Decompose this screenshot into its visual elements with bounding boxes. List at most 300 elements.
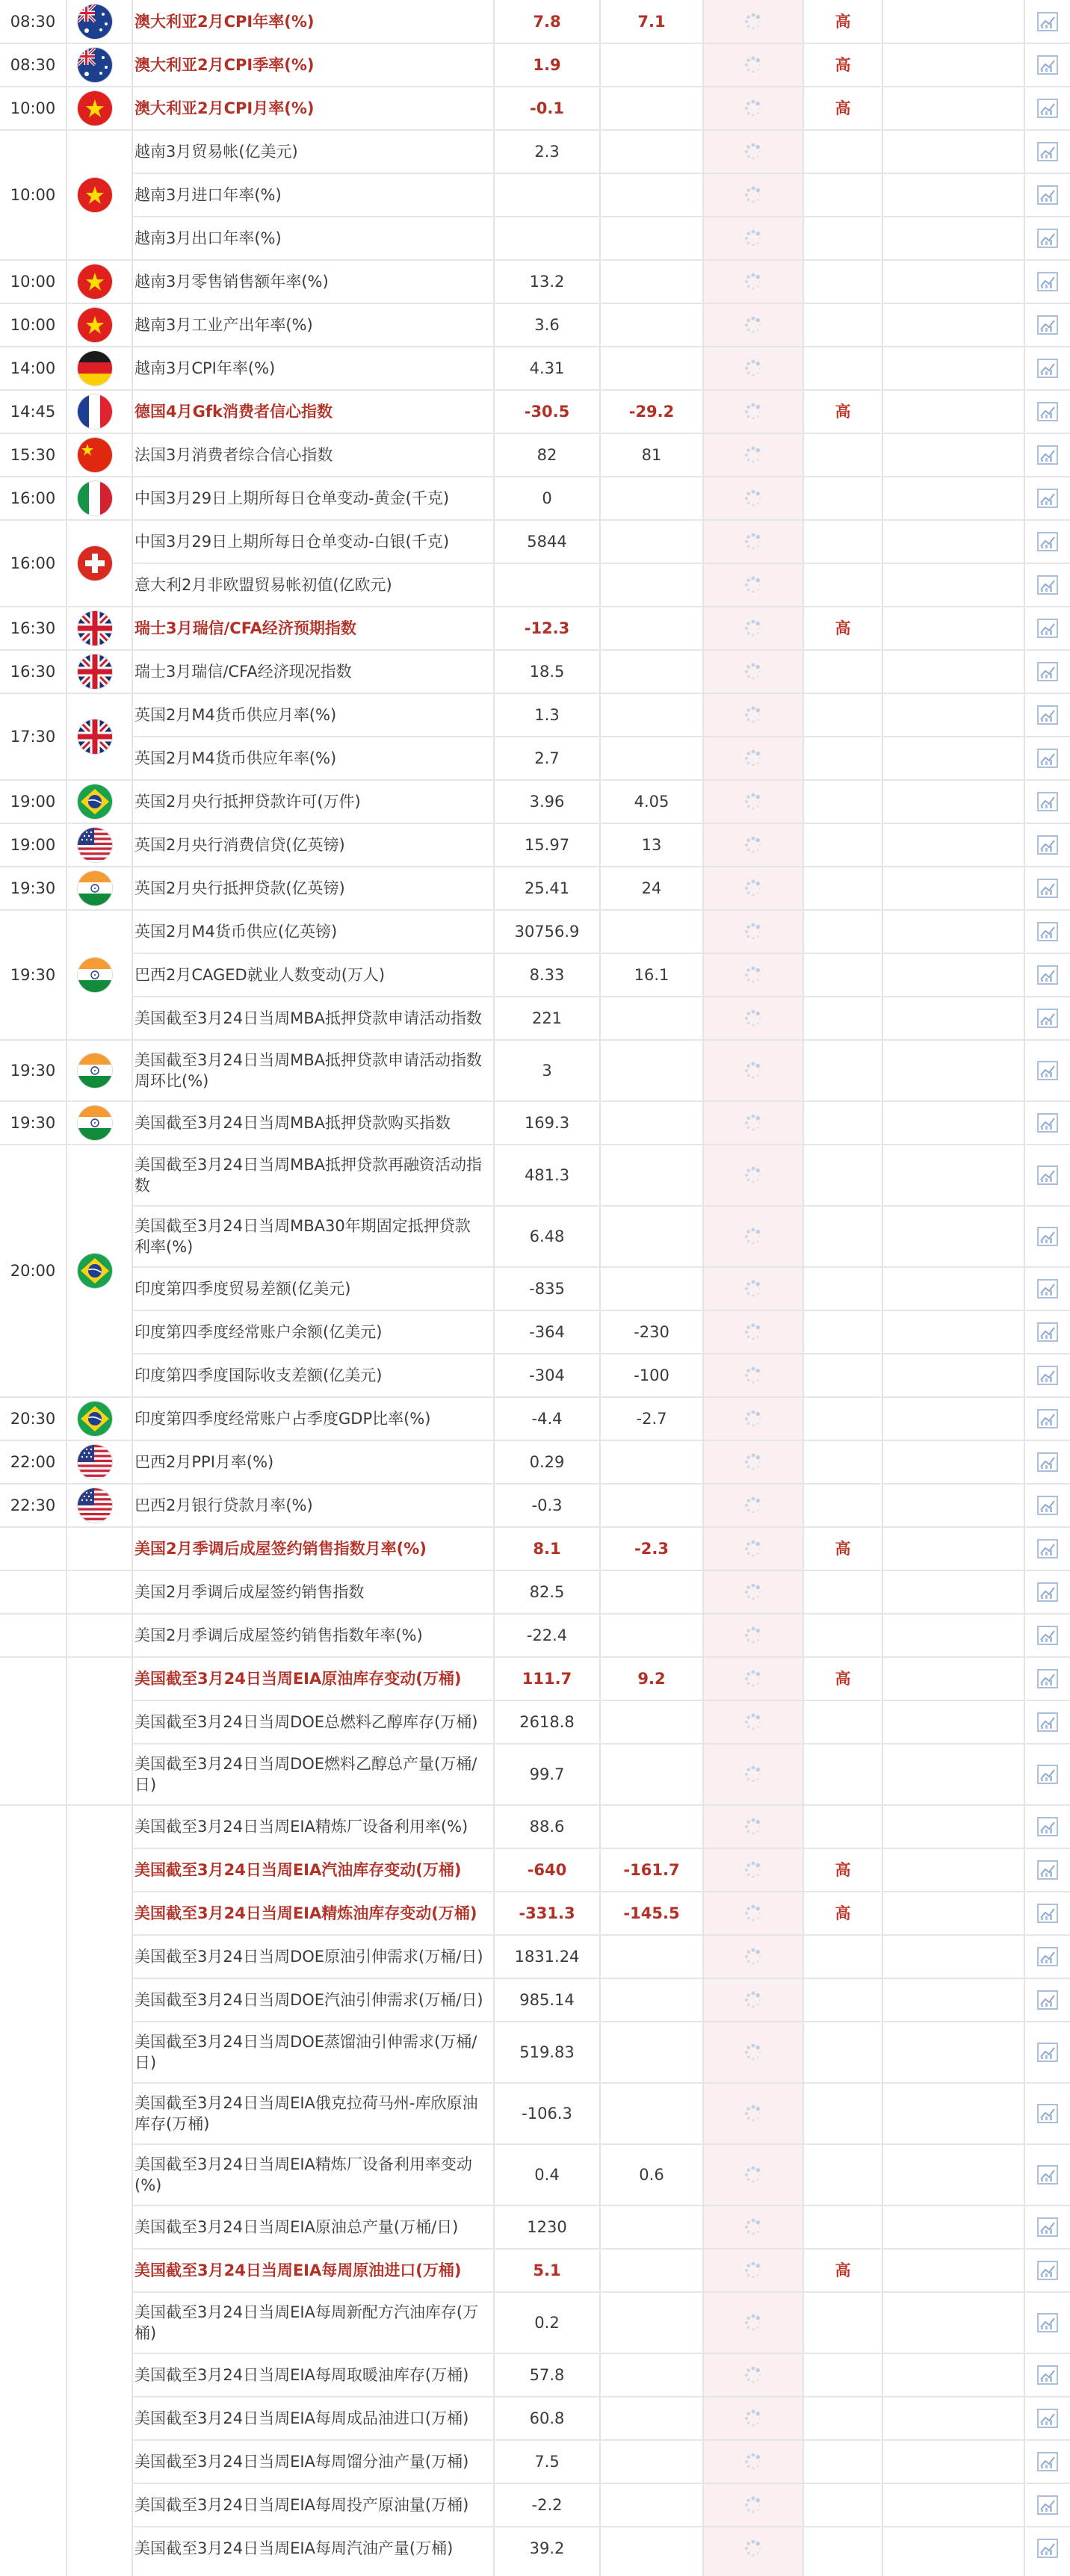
row-divider — [0, 43, 1070, 44]
loading-icon — [704, 1145, 802, 1206]
indicator-name[interactable]: 印度第四季度经常账户余额(亿美元) — [134, 1323, 383, 1341]
chart-icon[interactable] — [1025, 260, 1070, 303]
row-divider — [133, 2291, 1070, 2293]
chart-icon[interactable] — [1025, 2205, 1070, 2249]
indicator-name[interactable]: 美国截至3月24日当周MBA抵押贷款申请活动指数 — [134, 1009, 482, 1027]
indicator-name[interactable]: 越南3月零售销售额年率(%) — [134, 273, 329, 291]
actual-value: 82 — [536, 446, 557, 464]
chart-icon[interactable] — [1025, 867, 1070, 910]
chart-icon[interactable] — [1025, 2527, 1070, 2570]
previous-value: 4.05 — [634, 793, 669, 811]
previous-value — [601, 520, 702, 563]
importance-badge — [804, 0, 882, 43]
row-divider — [133, 1978, 1070, 1979]
release-time: 10:00 — [10, 316, 56, 334]
loading-icon — [704, 1040, 802, 1101]
previous-value — [601, 217, 702, 260]
actual-value: 88.6 — [529, 1818, 565, 1836]
chart-icon[interactable] — [1025, 2353, 1070, 2397]
loading-icon — [704, 1744, 802, 1805]
chart-icon[interactable] — [1025, 1614, 1070, 1657]
column-divider — [493, 0, 495, 2576]
actual-value: -304 — [529, 1366, 565, 1384]
actual-value: -331.3 — [519, 1904, 575, 1922]
indicator-name[interactable]: 美国截至3月24日当周MBA抵押贷款再融资活动指数 — [134, 1156, 482, 1195]
importance-badge — [804, 2353, 882, 2397]
row-divider — [133, 2439, 1070, 2441]
chart-icon[interactable] — [1025, 1657, 1070, 1700]
loading-icon — [704, 1206, 802, 1267]
importance-badge — [804, 2205, 882, 2249]
row-divider — [0, 1656, 1070, 1658]
column-divider — [802, 0, 804, 2576]
chart-icon[interactable] — [1025, 1935, 1070, 1978]
chart-icon[interactable] — [1025, 130, 1070, 173]
importance-label: 高 — [835, 1904, 851, 1922]
loading-icon — [704, 737, 802, 780]
indicator-name[interactable]: 瑞士3月瑞信/CFA经济预期指数 — [134, 619, 356, 637]
indicator-name[interactable]: 法国3月消费者综合信心指数 — [134, 446, 333, 464]
release-time: 10:00 — [10, 273, 56, 291]
previous-value: 16.1 — [634, 966, 669, 984]
indicator-name[interactable]: 越南3月CPI年率(%) — [134, 359, 276, 377]
row-divider — [0, 129, 1070, 131]
indicator-name[interactable]: 印度第四季度经常账户占季度GDP比率(%) — [134, 1410, 431, 1428]
previous-value: 0.6 — [639, 2166, 664, 2184]
indicator-name[interactable]: 美国截至3月24日当周EIA每周汽油产量(万桶) — [134, 2539, 454, 2557]
indicator-name[interactable]: 澳大利亚2月CPI季率(%) — [134, 56, 315, 74]
actual-value: 4.31 — [529, 359, 565, 377]
previous-value — [601, 303, 702, 347]
previous-value — [601, 1570, 702, 1614]
indicator-name[interactable]: 越南3月出口年率(%) — [134, 229, 282, 247]
importance-badge — [804, 1978, 882, 2022]
chart-icon[interactable] — [1025, 1354, 1070, 1397]
loading-icon — [704, 2440, 802, 2483]
calendar-row — [0, 693, 1070, 737]
chart-icon[interactable] — [1025, 1892, 1070, 1935]
indicator-name[interactable]: 美国截至3月24日当周DOE蒸馏油引伸需求(万桶/日) — [134, 2033, 477, 2072]
release-time: 15:30 — [10, 446, 56, 464]
calendar-row — [0, 1101, 1070, 1145]
indicator-name[interactable]: 美国截至3月24日当周EIA每周取暖油库存(万桶) — [134, 2366, 469, 2384]
loading-icon — [704, 0, 802, 43]
chart-icon[interactable] — [1025, 2397, 1070, 2440]
chart-icon[interactable] — [1025, 1744, 1070, 1805]
importance-badge — [804, 997, 882, 1040]
previous-value — [601, 260, 702, 303]
indicator-name[interactable]: 美国截至3月24日当周EIA每周馏分油产量(万桶) — [134, 2453, 469, 2471]
actual-value: 39.2 — [529, 2539, 565, 2557]
vietnam-flag-icon — [78, 308, 112, 342]
vietnam-flag-icon — [78, 178, 112, 212]
indicator-name[interactable]: 美国截至3月24日当周MBA抵押贷款申请活动指数周环比(%) — [134, 1051, 482, 1090]
actual-value: 2.3 — [534, 143, 560, 161]
actual-value — [495, 563, 599, 607]
indicator-name[interactable]: 美国截至3月24日当周DOE燃料乙醇总产量(万桶/日) — [134, 1755, 477, 1794]
importance-badge — [804, 477, 882, 520]
loading-icon — [704, 2527, 802, 2570]
row-divider — [0, 866, 1070, 867]
importance-badge — [804, 1440, 882, 1484]
actual-value: 6.48 — [529, 1227, 565, 1245]
china-flag-icon — [78, 438, 112, 472]
row-divider — [0, 1100, 1070, 1102]
chart-icon[interactable] — [1025, 1440, 1070, 1484]
chart-icon[interactable] — [1025, 1040, 1070, 1101]
calendar-row — [0, 520, 1070, 563]
chart-icon[interactable] — [1025, 217, 1070, 260]
indicator-name[interactable]: 美国截至3月24日当周DOE总燃料乙醇库存(万桶) — [134, 1713, 478, 1731]
chart-icon[interactable] — [1025, 2022, 1070, 2083]
calendar-row — [0, 347, 1070, 390]
indicator-name[interactable]: 美国截至3月24日当周EIA俄克拉荷马州-库欣原油库存(万桶) — [134, 2094, 478, 2133]
row-divider — [133, 2353, 1070, 2354]
chart-icon[interactable] — [1025, 607, 1070, 650]
importance-badge — [804, 1527, 882, 1570]
chart-icon[interactable] — [1025, 1267, 1070, 1310]
chart-icon[interactable] — [1025, 693, 1070, 737]
actual-value: 0.4 — [534, 2166, 560, 2184]
importance-badge — [804, 780, 882, 823]
importance-badge — [804, 347, 882, 390]
loading-icon — [704, 1101, 802, 1145]
actual-value: -106.3 — [522, 2105, 572, 2123]
previous-value: -29.2 — [628, 403, 675, 421]
row-divider — [133, 1848, 1070, 1849]
importance-badge — [804, 2083, 882, 2144]
column-divider — [702, 0, 704, 2576]
indicator-name[interactable]: 越南3月进口年率(%) — [134, 186, 282, 204]
actual-value: 5.1 — [533, 2261, 561, 2279]
previous-value — [601, 563, 702, 607]
importance-label: 高 — [835, 99, 851, 117]
indicator-name[interactable]: 澳大利亚2月CPI月率(%) — [134, 99, 315, 117]
indicator-name[interactable]: 英国2月央行抵押贷款(亿英镑) — [134, 879, 345, 897]
chart-icon[interactable] — [1025, 2440, 1070, 2483]
indicator-name[interactable]: 澳大利亚2月CPI年率(%) — [134, 13, 315, 31]
usa-flag-icon — [78, 1488, 112, 1523]
previous-value — [601, 2440, 702, 2483]
calendar-row — [0, 130, 1070, 173]
loading-icon — [704, 1892, 802, 1935]
chart-icon[interactable] — [1025, 2249, 1070, 2292]
chart-icon[interactable] — [1025, 477, 1070, 520]
loading-icon — [704, 1657, 802, 1700]
previous-value: -100 — [634, 1366, 669, 1384]
indicator-name[interactable]: 美国截至3月24日当周EIA精炼油库存变动(万桶) — [134, 1904, 477, 1922]
loading-icon — [704, 217, 802, 260]
importance-badge — [804, 1570, 882, 1614]
indicator-name[interactable]: 美国截至3月24日当周EIA每周原油进口(万桶) — [134, 2261, 462, 2279]
actual-value: -0.3 — [531, 1496, 563, 1514]
loading-icon — [704, 1310, 802, 1354]
uk-flag-icon — [78, 719, 112, 754]
indicator-name[interactable]: 美国截至3月24日当周DOE汽油引伸需求(万桶/日) — [134, 1991, 483, 2009]
previous-value — [601, 2022, 702, 2083]
calendar-row — [0, 2249, 1070, 2292]
vietnam-flag-icon — [78, 264, 112, 299]
actual-value: 2.7 — [534, 749, 560, 767]
chart-icon[interactable] — [1025, 2292, 1070, 2353]
indicator-name[interactable]: 美国截至3月24日当周EIA每周投产原油量(万桶) — [134, 2496, 469, 2514]
row-divider — [0, 86, 1070, 87]
release-time: 10:00 — [10, 99, 56, 117]
chart-icon[interactable] — [1025, 1848, 1070, 1892]
calendar-row — [0, 1040, 1070, 1101]
loading-icon — [704, 607, 802, 650]
previous-value — [601, 1040, 702, 1101]
actual-value: -0.1 — [530, 99, 564, 117]
row-divider — [0, 1804, 1070, 1806]
indicator-name[interactable]: 瑞士3月瑞信/CFA经济现况指数 — [134, 663, 352, 681]
loading-icon — [704, 2144, 802, 2205]
release-time: 08:30 — [10, 13, 56, 31]
actual-value: 2618.8 — [519, 1713, 575, 1731]
chart-icon[interactable] — [1025, 1978, 1070, 2022]
release-time: 16:00 — [10, 554, 56, 572]
indicator-name[interactable]: 印度第四季度国际收支差额(亿美元) — [134, 1366, 383, 1384]
chart-icon[interactable] — [1025, 173, 1070, 217]
chart-icon[interactable] — [1025, 823, 1070, 867]
row-divider — [133, 2082, 1070, 2084]
indicator-name[interactable]: 美国截至3月24日当周EIA原油总产量(万桶/日) — [134, 2218, 459, 2236]
chart-icon[interactable] — [1025, 1700, 1070, 1744]
brazil-flag-icon — [78, 1402, 112, 1436]
previous-value — [601, 2205, 702, 2249]
calendar-row — [0, 1145, 1070, 1206]
indicator-name[interactable]: 美国截至3月24日当周EIA每周成品油进口(万桶) — [134, 2409, 469, 2427]
indicator-name[interactable]: 中国3月29日上期所每日仓单变动-黄金(千克) — [134, 489, 450, 507]
indicator-name[interactable]: 英国2月M4货币供应月率(%) — [134, 706, 337, 724]
actual-value: -835 — [529, 1280, 565, 1298]
loading-icon — [704, 867, 802, 910]
release-time: 20:30 — [10, 1410, 56, 1428]
loading-icon — [704, 953, 802, 997]
calendar-row — [0, 2527, 1070, 2570]
chart-icon[interactable] — [1025, 347, 1070, 390]
actual-value: 3.6 — [534, 316, 560, 334]
row-divider — [133, 2143, 1070, 2145]
actual-value: 13.2 — [529, 273, 565, 291]
importance-label: 高 — [835, 1861, 851, 1879]
indicator-name[interactable]: 美国截至3月24日当周MBA抵押贷款购买指数 — [134, 1114, 451, 1132]
chart-icon[interactable] — [1025, 390, 1070, 433]
row-divider — [0, 909, 1070, 911]
indicator-name[interactable]: 英国2月央行消费信贷(亿英镑) — [134, 836, 345, 854]
loading-icon — [704, 780, 802, 823]
row-divider — [0, 1144, 1070, 1145]
indicator-name[interactable]: 美国截至3月24日当周EIA精炼厂设备利用率(%) — [134, 1818, 468, 1836]
actual-value: -640 — [527, 1861, 567, 1879]
indicator-name[interactable]: 美国截至3月24日当周EIA精炼厂设备利用率变动(%) — [134, 2155, 472, 2194]
indicator-name[interactable]: 越南3月工业产出年率(%) — [134, 316, 313, 334]
previous-value: 9.2 — [637, 1670, 666, 1688]
chart-icon[interactable] — [1025, 0, 1070, 43]
loading-icon — [704, 2292, 802, 2353]
row-divider — [133, 2205, 1070, 2206]
chart-icon[interactable] — [1025, 737, 1070, 780]
indicator-name[interactable]: 巴西2月PPI月率(%) — [134, 1453, 274, 1471]
previous-value — [601, 693, 702, 737]
row-divider — [133, 736, 1070, 737]
chart-icon[interactable] — [1025, 2483, 1070, 2527]
importance-label: 高 — [835, 1540, 851, 1558]
indicator-name[interactable]: 意大利2月非欧盟贸易帐初值(亿欧元) — [134, 576, 392, 594]
indicator-name[interactable]: 美国截至3月24日当周EIA汽油库存变动(万桶) — [134, 1861, 462, 1879]
release-time: 17:30 — [10, 728, 56, 746]
row-divider — [133, 1700, 1070, 1701]
chart-icon[interactable] — [1025, 563, 1070, 607]
chart-icon[interactable] — [1025, 520, 1070, 563]
actual-value: 1230 — [527, 2218, 567, 2236]
actual-value: 8.1 — [533, 1540, 561, 1558]
australia-flag-icon — [78, 48, 112, 82]
row-divider — [133, 2021, 1070, 2022]
calendar-row — [0, 2205, 1070, 2249]
chart-icon[interactable] — [1025, 1101, 1070, 1145]
chart-icon[interactable] — [1025, 1206, 1070, 1267]
previous-value — [601, 43, 702, 87]
france-flag-icon — [78, 394, 112, 429]
chart-icon[interactable] — [1025, 2144, 1070, 2205]
indicator-name[interactable]: 美国2月季调后成屋签约销售指数 — [134, 1583, 365, 1601]
previous-value — [601, 173, 702, 217]
chart-icon[interactable] — [1025, 953, 1070, 997]
previous-value — [601, 2397, 702, 2440]
previous-value: -145.5 — [623, 1904, 680, 1922]
loading-icon — [704, 1570, 802, 1614]
actual-value: -22.4 — [526, 1626, 568, 1644]
actual-value: -364 — [529, 1323, 565, 1341]
chart-icon[interactable] — [1025, 1527, 1070, 1570]
importance-badge — [804, 2397, 882, 2440]
column-divider — [132, 0, 133, 2576]
chart-icon[interactable] — [1025, 43, 1070, 87]
loading-icon — [704, 260, 802, 303]
previous-value: 24 — [641, 879, 662, 897]
calendar-row — [0, 1744, 1070, 1805]
uk-flag-icon — [78, 654, 112, 689]
chart-icon[interactable] — [1025, 997, 1070, 1040]
loading-icon — [704, 1527, 802, 1570]
importance-badge — [804, 173, 882, 217]
previous-value — [601, 2083, 702, 2144]
previous-value — [601, 607, 702, 650]
row-divider — [133, 216, 1070, 217]
calendar-row — [0, 997, 1070, 1040]
loading-icon — [704, 2249, 802, 2292]
indicator-name[interactable]: 美国截至3月24日当周MBA30年期固定抵押贷款利率(%) — [134, 1217, 471, 1256]
row-divider — [133, 2248, 1070, 2250]
chart-icon[interactable] — [1025, 433, 1070, 477]
row-divider — [0, 1483, 1070, 1484]
indicator-name[interactable]: 美国截至3月24日当周EIA原油库存变动(万桶) — [134, 1670, 462, 1688]
chart-icon[interactable] — [1025, 780, 1070, 823]
row-divider — [0, 649, 1070, 651]
previous-value — [601, 1267, 702, 1310]
calendar-row — [0, 867, 1070, 910]
chart-icon[interactable] — [1025, 650, 1070, 693]
indicator-name[interactable]: 中国3月29日上期所每日仓单变动-白银(千克) — [134, 533, 450, 551]
importance-badge — [804, 953, 882, 997]
actual-value: 1.9 — [533, 56, 561, 74]
importance-badge — [804, 1397, 882, 1440]
loading-icon — [704, 2483, 802, 2527]
indicator-name[interactable]: 美国2月季调后成屋签约销售指数年率(%) — [134, 1626, 423, 1644]
indicator-name[interactable]: 德国4月Gfk消费者信心指数 — [134, 403, 333, 421]
chart-icon[interactable] — [1025, 1570, 1070, 1614]
calendar-row — [0, 433, 1070, 477]
chart-icon[interactable] — [1025, 1484, 1070, 1527]
indicator-name[interactable]: 英国2月M4货币供应年率(%) — [134, 749, 337, 767]
column-divider — [1024, 0, 1025, 2576]
indicator-name[interactable]: 英国2月M4货币供应(亿英镑) — [134, 923, 338, 941]
row-divider — [0, 1613, 1070, 1614]
australia-flag-icon — [78, 4, 112, 39]
importance-badge — [804, 693, 882, 737]
uk-flag-icon — [78, 611, 112, 645]
previous-value — [601, 1935, 702, 1978]
column-divider — [882, 0, 883, 2576]
importance-badge — [804, 2022, 882, 2083]
chart-icon[interactable] — [1025, 2083, 1070, 2144]
loading-icon — [704, 1978, 802, 2022]
calendar-row — [0, 1397, 1070, 1440]
actual-value — [495, 217, 599, 260]
loading-icon — [704, 87, 802, 130]
importance-label: 高 — [835, 56, 851, 74]
indicator-name[interactable]: 美国2月季调后成屋签约销售指数月率(%) — [134, 1540, 427, 1558]
chart-icon[interactable] — [1025, 1310, 1070, 1354]
actual-value: 985.14 — [519, 1991, 575, 2009]
importance-badge — [804, 1206, 882, 1267]
chart-icon[interactable] — [1025, 1805, 1070, 1848]
loading-icon — [704, 997, 802, 1040]
importance-badge — [804, 607, 882, 650]
actual-value: -2.2 — [531, 2496, 563, 2514]
chart-icon[interactable] — [1025, 303, 1070, 347]
indicator-name[interactable]: 美国截至3月24日当周EIA每周新配方汽油库存(万桶) — [134, 2303, 479, 2342]
importance-badge — [804, 1892, 882, 1935]
indicator-name[interactable]: 巴西2月CAGED就业人数变动(万人) — [134, 966, 386, 984]
indicator-name[interactable]: 英国2月央行抵押贷款许可(万件) — [134, 793, 361, 811]
chart-icon[interactable] — [1025, 1397, 1070, 1440]
row-divider — [133, 1353, 1070, 1354]
calendar-row — [0, 43, 1070, 87]
indicator-name[interactable]: 美国截至3月24日当周DOE原油引伸需求(万桶/日) — [134, 1948, 483, 1966]
previous-value — [601, 2483, 702, 2527]
previous-value — [601, 1700, 702, 1744]
chart-icon[interactable] — [1025, 910, 1070, 953]
chart-icon[interactable] — [1025, 87, 1070, 130]
actual-value: 18.5 — [529, 663, 565, 681]
calendar-row — [0, 173, 1070, 217]
column-divider — [599, 0, 601, 2576]
previous-value — [601, 87, 702, 130]
indicator-name[interactable]: 巴西2月银行贷款月率(%) — [134, 1496, 313, 1514]
importance-label: 高 — [835, 403, 851, 421]
previous-value: -2.7 — [636, 1410, 667, 1428]
actual-value: -4.4 — [531, 1410, 563, 1428]
previous-value — [601, 2249, 702, 2292]
indicator-name[interactable]: 越南3月贸易帐(亿美元) — [134, 143, 298, 161]
release-time: 19:30 — [10, 966, 56, 984]
loading-icon — [704, 520, 802, 563]
india-flag-icon — [78, 1053, 112, 1088]
indicator-name[interactable]: 印度第四季度贸易差额(亿美元) — [134, 1280, 351, 1298]
chart-icon[interactable] — [1025, 1145, 1070, 1206]
